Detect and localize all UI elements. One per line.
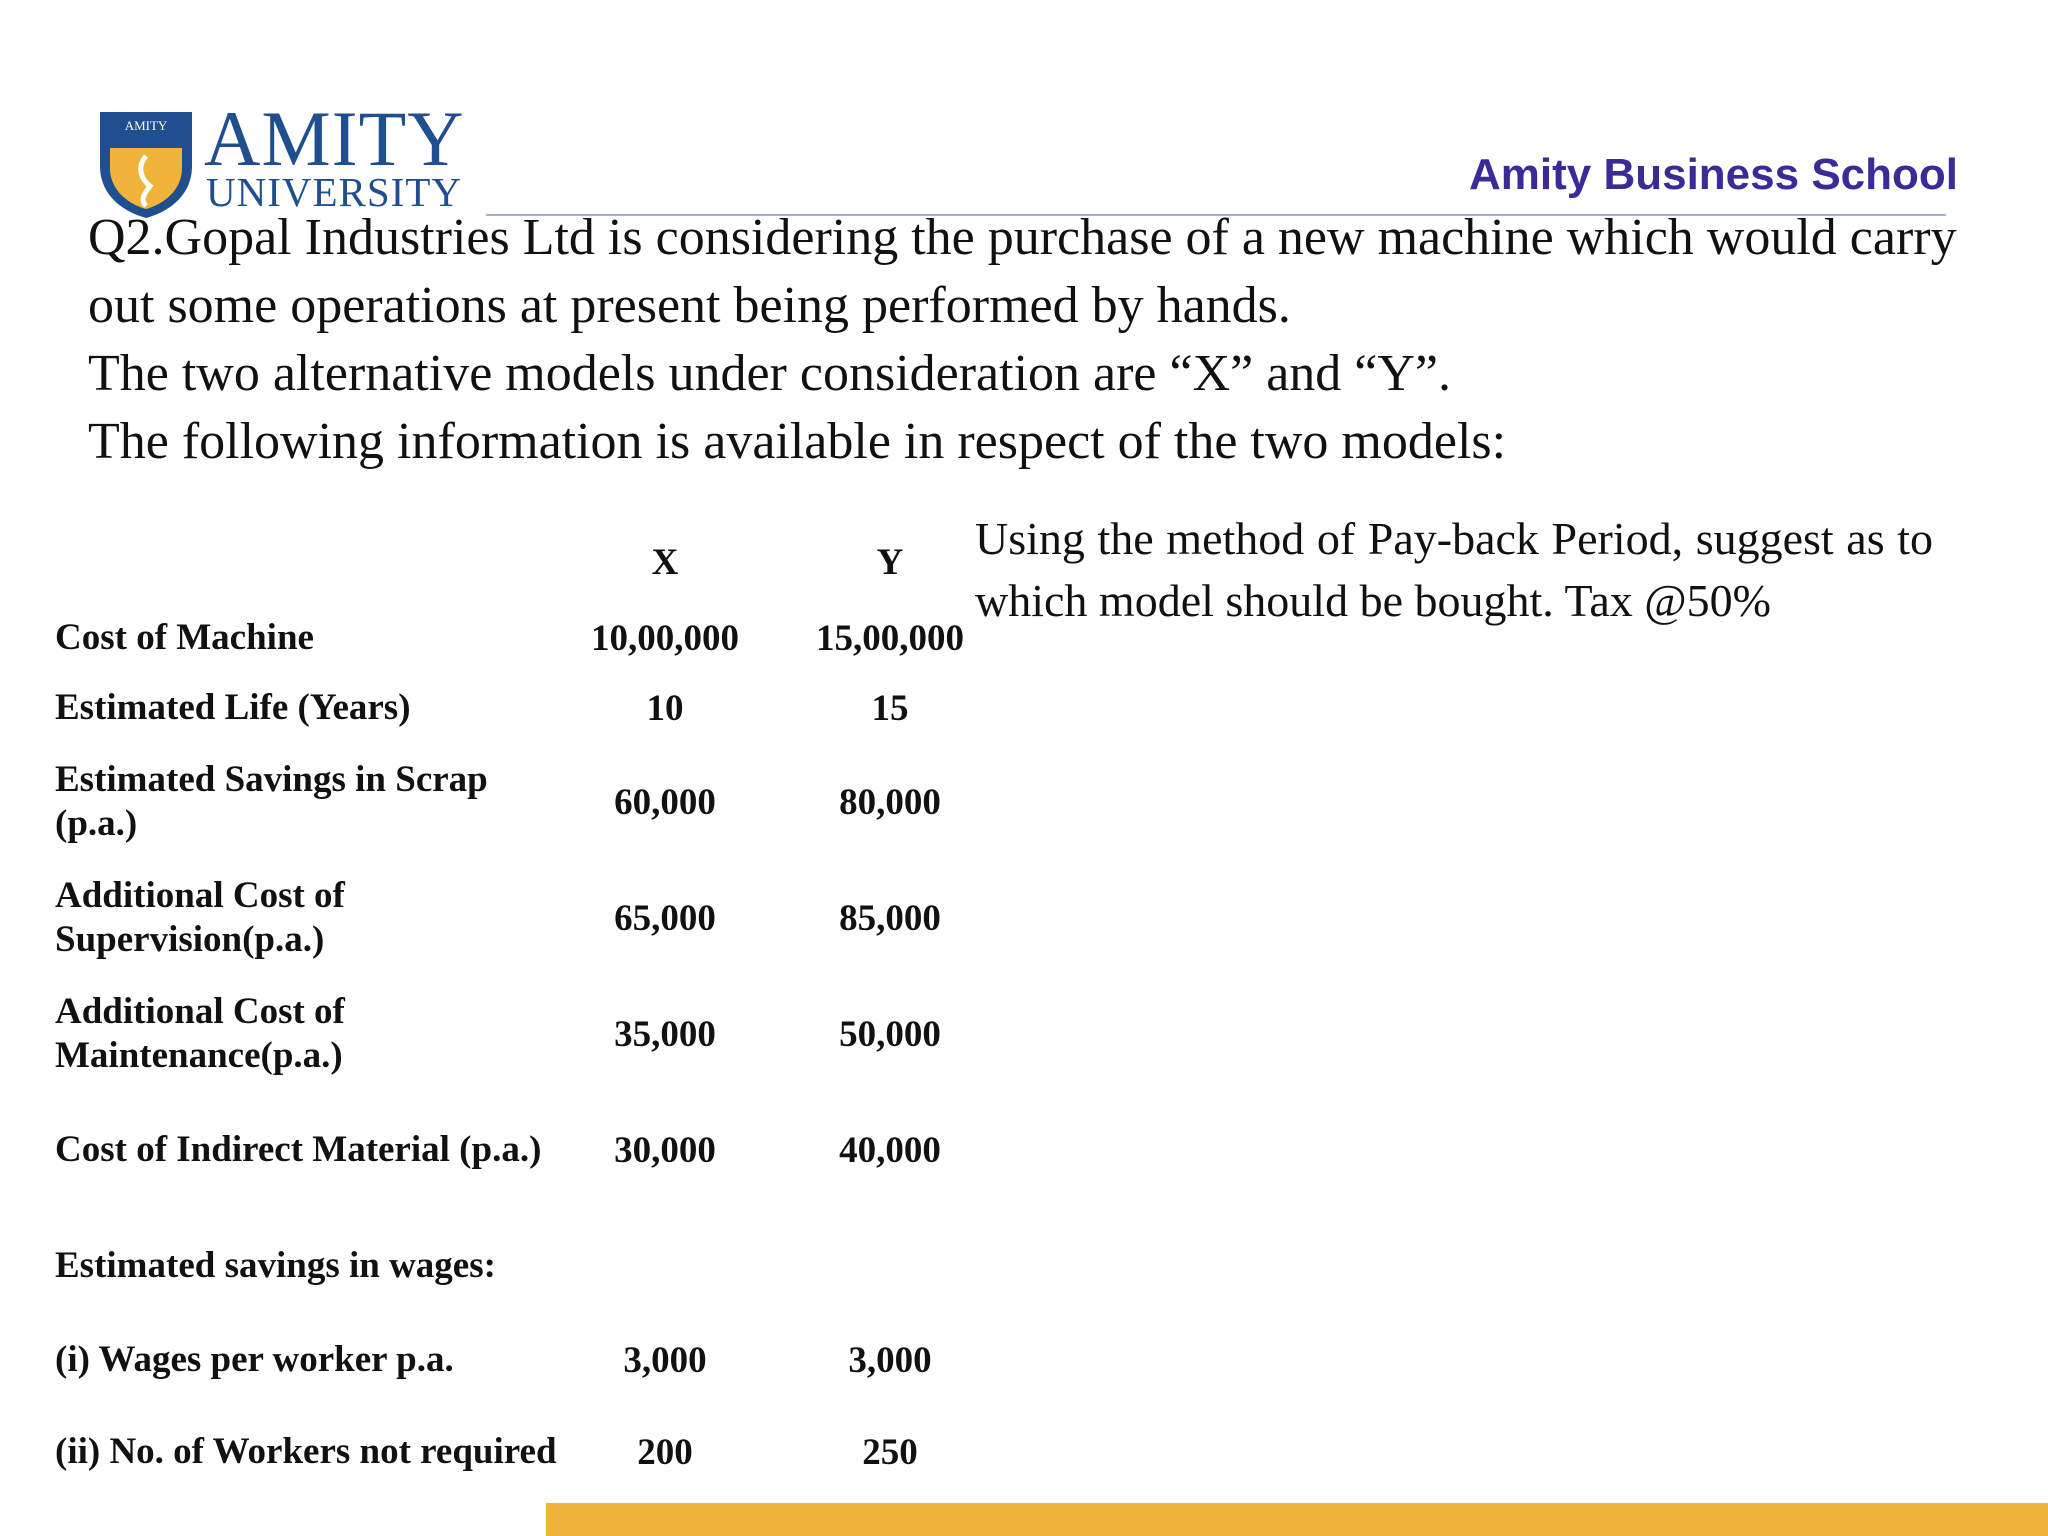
row-value-y: 85,000: [839, 897, 941, 939]
table-row: [50, 976, 1010, 1092]
row-label: Estimated savings in wages:: [55, 1245, 496, 1286]
question-line: The two alternative models under consideration are “X” and “Y”.: [88, 345, 1451, 402]
logo-title: AMITY: [204, 95, 465, 182]
question-text: [88, 204, 1988, 476]
question-line: Q2.Gopal Industries Ltd is considering the purchase of a new machine which would carry out some operations at present being performed by hands.: [88, 209, 1957, 334]
row-label: Additional Cost of Maintenance(p.a.): [55, 991, 345, 1076]
table-header-label: [50, 520, 560, 604]
row-label: (i) Wages per worker p.a.: [55, 1339, 454, 1380]
row-value-y: 50,000: [839, 1013, 941, 1055]
row-value-y: 3,000: [848, 1339, 932, 1381]
question-line: The following information is available in respect of the two models:: [88, 413, 1507, 470]
row-value-y: 80,000: [839, 781, 941, 823]
table-row: [50, 672, 1010, 744]
row-value-y: 40,000: [839, 1129, 941, 1171]
row-label: Estimated Savings in Scrap (p.a.): [55, 759, 488, 844]
row-value-x: 10: [646, 687, 684, 729]
row-label: Cost of Indirect Material (p.a.): [55, 1129, 542, 1170]
row-value-y: 15: [871, 687, 909, 729]
row-value-x: 35,000: [614, 1013, 716, 1055]
logo-subtitle: UNIVERSITY: [206, 169, 462, 215]
table-row: [50, 1396, 1010, 1508]
table-row: [50, 1324, 1010, 1396]
row-value-x: 200: [637, 1431, 693, 1473]
row-value-y: 15,00,000: [816, 617, 964, 659]
table-row: [50, 744, 1010, 860]
row-value-x: 3,000: [623, 1339, 707, 1381]
row-value-x: 60,000: [614, 781, 716, 823]
row-value-x: [560, 1208, 770, 1324]
table-header-row: [50, 520, 1010, 604]
machine-comparison-table: [50, 520, 1010, 1508]
row-value-y: [770, 1208, 1010, 1324]
table-row: [50, 604, 1010, 672]
row-value-y: 250: [862, 1431, 918, 1473]
row-label: Cost of Machine: [55, 617, 314, 658]
row-label: Additional Cost of Supervision(p.a.): [55, 875, 345, 960]
row-value-x: 65,000: [614, 897, 716, 939]
school-name: Amity Business School: [1468, 150, 1958, 199]
row-label: Estimated Life (Years): [55, 687, 411, 728]
table-header-x: X: [651, 541, 679, 583]
table-header-y: Y: [876, 541, 904, 583]
table-row: [50, 1092, 1010, 1208]
table-row: [50, 1208, 1010, 1324]
logo-badge-text: AMITY: [124, 118, 168, 133]
row-value-x: 10,00,000: [591, 617, 739, 659]
row-value-x: 30,000: [614, 1129, 716, 1171]
amity-logo: [96, 95, 465, 220]
instruction-text: Using the method of Pay-back Period, suggest as to which model should be bought. Tax @50%: [975, 513, 1933, 626]
table-row: [50, 860, 1010, 976]
row-label: (ii) No. of Workers not required: [55, 1431, 557, 1472]
footer-accent-bar: [546, 1503, 2048, 1536]
